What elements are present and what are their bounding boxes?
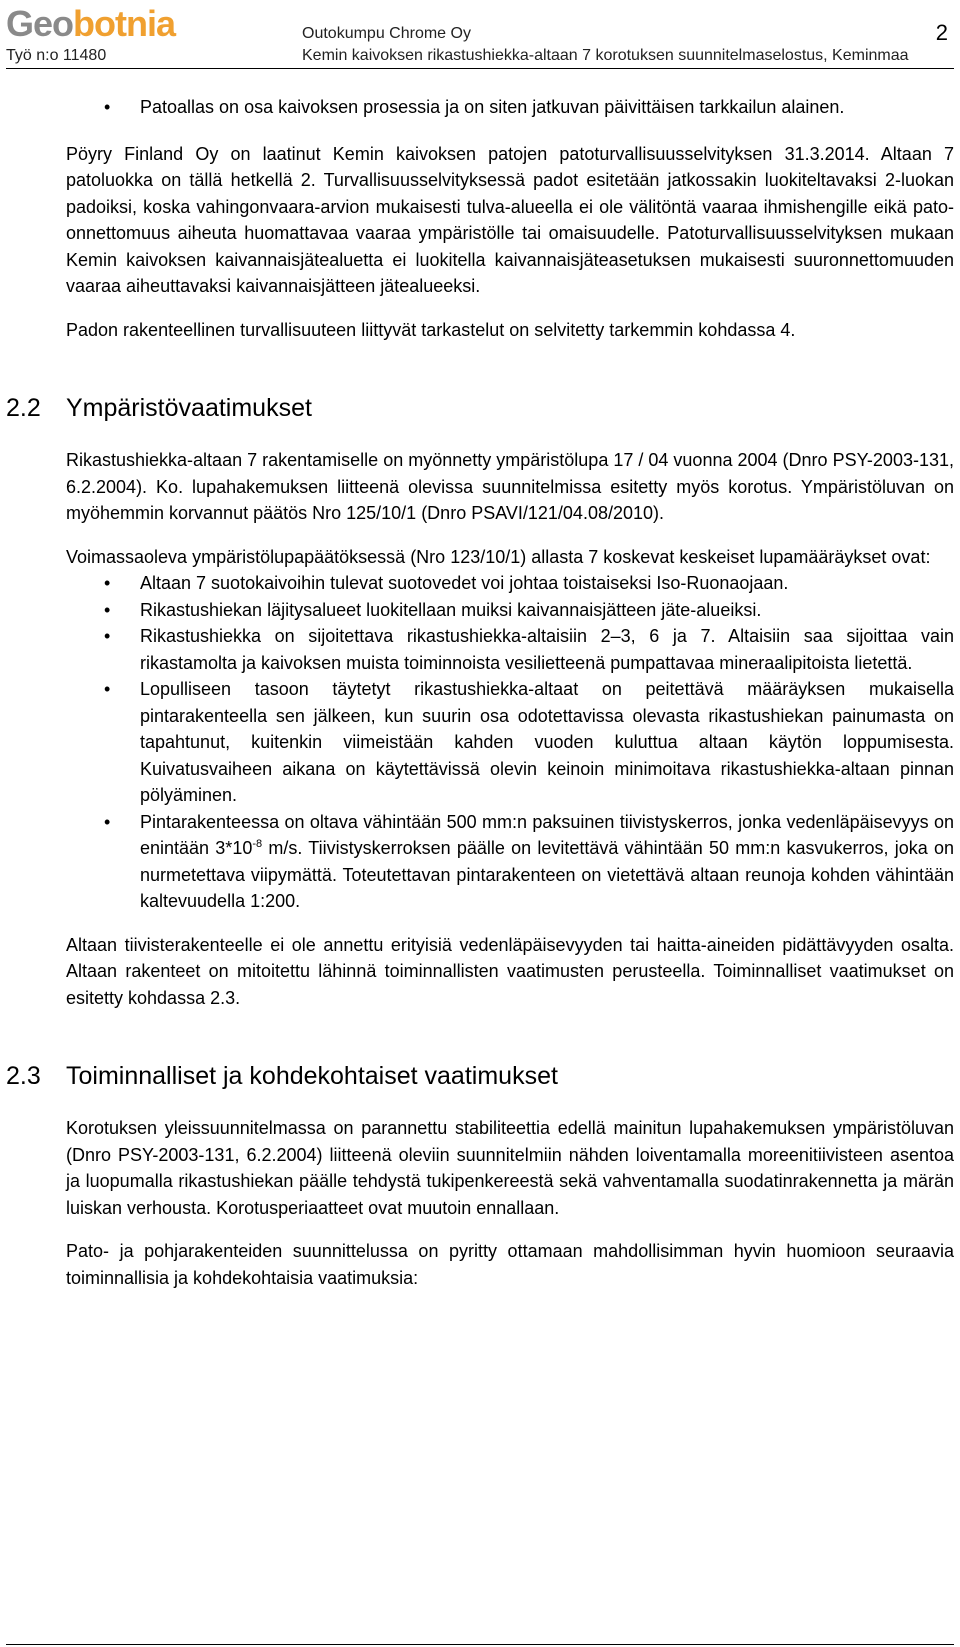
paragraph: Pato- ja pohjarakenteiden suunnittelussa on pyritty ottamaan mahdollisimman hyvin huomioon seuraavia toiminnallisia ja kohdekohtaisia vaatimuksia: (66, 1241, 954, 1288)
paragraph: Pöyry Finland Oy on laatinut Kemin kaivoksen patojen patoturvallisuusselvityksen 31.3.2014. Altaan 7 patoluokka on tällä hetkellä 2. Turvallisuusselvityksessä padot esitetään jatkossakin luokiteltavaksi 2-luokan padoiksi, koska vahingonvaara-arvion mukaisesti tulva-alueella ei ole välitöntä vaaraa ihmishengille eikä pato-onnettomuus aiheuta huomattavaa vaaraa ympäristölle tai omaisuudelle. Patoturvallisuusselvityksen mukaan Kemin kaivoksen kaivannaisjätealuetta ei luokitella kaivannaisjäteasetuksen mukaisesti suuronnettomuuden vaaraa aiheuttavaksi kaivannaisjätteen jätealueeksi. (66, 143, 954, 296)
section-heading-2-2 (6, 393, 954, 423)
bullet-icon: • (104, 811, 111, 832)
paragraph: Altaan tiivisterakenteelle ei ole annettu erityisiä vedenläpäisevyyden tai haitta-aineiden pidättävyyden osalta. Altaan rakenteet on mitoitettu lähinnä toiminnallisten vaatimusten perusteella. Toiminnalliset vaatimukset on esitetty kohdassa 2.3. (66, 934, 954, 1008)
document-title: Kemin kaivoksen rikastushiekka-altaan 7 korotuksen suunnitelmaselostus, Keminmaa (302, 47, 909, 64)
bullet-icon: • (104, 679, 111, 699)
geobotnia-logo (6, 2, 175, 46)
paragraph: Voimassaoleva ympäristölupapäätöksessä (Nro 123/10/1) allasta 7 koskevat keskeiset lupamääräykset ovat: (66, 546, 931, 567)
list-item-text: Rikastushiekka on sijoitettava rikastushiekka-altaisiin 2–3, 6 ja 7. Altaisiin saa sijoittaa vain rikastamolta ja kaivoksen muista toiminnoista vesilietteenä pumpattavaa mineraalipitoista lietettä. (140, 626, 954, 673)
superscript-exponent: -8 (252, 838, 263, 850)
list-item-text: Patoallas on osa kaivoksen prosessia ja on siten jatkuvan päivittäisen tarkkailun alainen. (140, 97, 845, 117)
section-heading-2-3 (6, 1061, 954, 1091)
bullet-icon: • (104, 573, 111, 593)
section-title: Ympäristövaatimukset (66, 394, 312, 422)
list-item (0, 623, 954, 676)
bullet-list-requirements (0, 570, 954, 915)
section-number: 2.3 (6, 1062, 41, 1090)
bullet-list-top (0, 94, 954, 121)
list-item (0, 809, 954, 915)
company-name: Outokumpu Chrome Oy (302, 25, 471, 42)
paragraph: Padon rakenteellinen turvallisuuteen liittyvät tarkastelut on selvitetty tarkemmin kohdassa 4. (66, 319, 796, 340)
list-item-text: Altaan 7 suotokaivoihin tulevat suotovedet voi johtaa toistaiseksi Iso-Ruonaojaan. (140, 573, 789, 593)
list-item-text: Rikastushiekan läjitysalueet luokitellaan muiksi kaivannaisjätteen jäte-alueiksi. (140, 599, 762, 620)
job-number: Työ n:o 11480 (6, 47, 107, 64)
page-number: 2 (935, 20, 948, 45)
list-item-text-b: m/s. Tiivistyskerroksen päälle on levitettävä vähintään 50 mm:n kasvukerros, joka on nurmetettava viipymättä. Toteutettavan pintarakenteen on vietettävä altaan reunoja kohden vähintään kaltevuudella 1:200. (140, 838, 954, 911)
header-divider (6, 68, 954, 69)
list-item-text-a: Pintarakenteessa on oltava vähintään 500 mm:n paksuinen tiivistyskerros, jonka vedenläpäisevyys on enintään 3*10 (140, 811, 954, 858)
bullet-icon: • (104, 97, 111, 117)
logo-text-botnia: botnia (73, 3, 175, 44)
list-item (0, 676, 954, 809)
list-item-text: Lopulliseen tasoon täytetyt rikastushiekka-altaat on peitettävä määräyksen mukaisella pintarakenteella sen jälkeen, kun suurin osa odotettavissa olevasta rikastushiekan painumasta on tapahtunut, kuitenkin viimeistään kahden vuoden kuluttua altaan käytön loppumisesta. Kuivatusvaiheen aikana on käytettävissä olevin keinoin minimoitava rikastushiekka-altaan pinnan pölyäminen. (140, 679, 954, 805)
page-header (0, 0, 960, 72)
logo-text-geo: Geo (6, 3, 74, 44)
paragraph: Korotuksen yleissuunnitelmassa on parannettu stabiliteettia edellä mainitun lupahakemuksen ympäristöluvan (Dnro PSY-2003-131, 6.2.2004) liitteenä oleviin suunnitelmiin nähden loiventamalla moreenitiivisteen asentoa ja luopumalla rikastushiekan päälle tehdystä tukipenkereestä sekä vahventamalla suodatinrakennetta ja märän luiskan verhousta. Korotusperiaatteet ovat muutoin ennallaan. (66, 1118, 954, 1218)
page-body (6, 94, 954, 1291)
bullet-icon: • (104, 626, 111, 646)
bullet-icon: • (104, 599, 111, 620)
list-item (0, 570, 954, 597)
section-title: Toiminnalliset ja kohdekohtaiset vaatimukset (66, 1062, 558, 1090)
list-item (0, 94, 954, 121)
paragraph: Rikastushiekka-altaan 7 rakentamiselle on myönnetty ympäristölupa 17 / 04 vuonna 2004 (Dnro PSY-2003-131, 6.2.2004). Ko. lupahakemuksen liitteenä olevissa suunnitelmissa esitetty myös korotus. Ympäristöluvan on myöhemmin korvannut päätös Nro 125/10/1 (Dnro PSAVI/121/04.08/2010). (66, 450, 954, 523)
section-number: 2.2 (6, 394, 41, 422)
list-item (0, 597, 954, 624)
footer-divider (6, 1644, 954, 1645)
